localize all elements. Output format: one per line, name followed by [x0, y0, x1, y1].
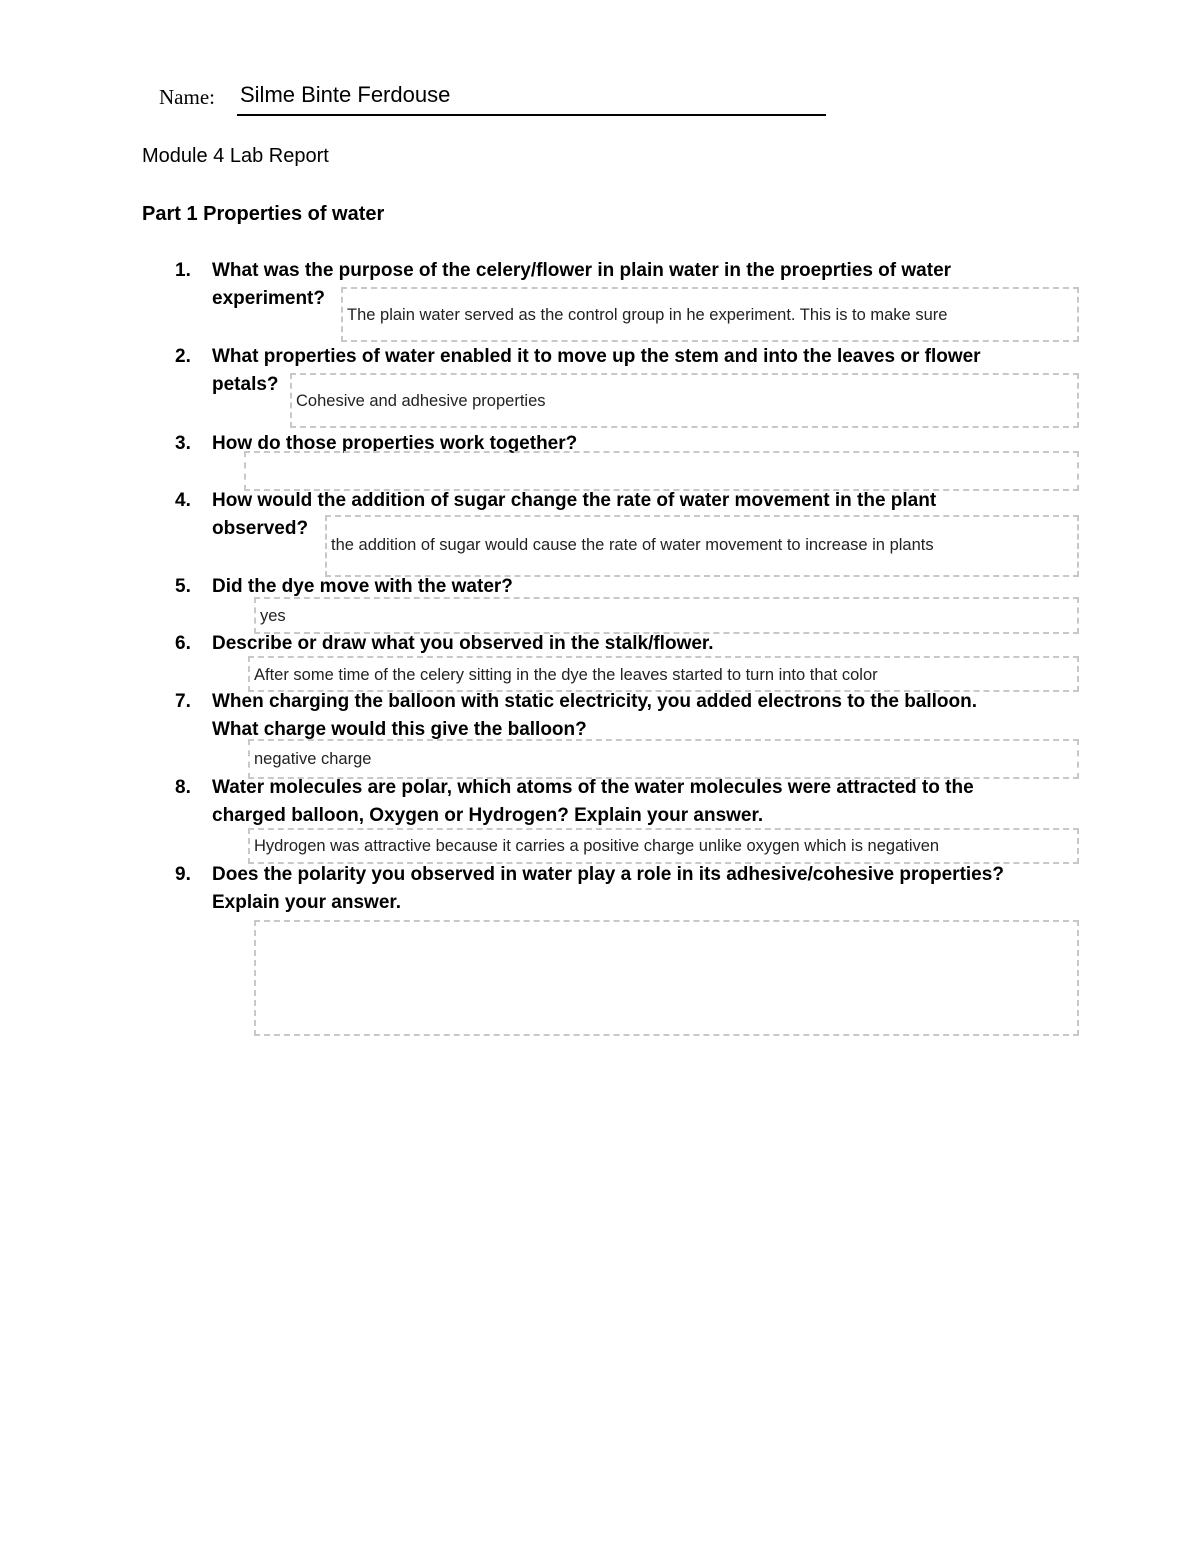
question-number: 4. — [175, 490, 191, 511]
question-number: 6. — [175, 633, 191, 654]
question-line: Did the dye move with the water? — [212, 576, 513, 597]
answer-box-9[interactable] — [254, 920, 1079, 1036]
question-line: What properties of water enabled it to move up the stem and into the leaves or flower — [212, 346, 981, 367]
answer-text: yes — [260, 607, 286, 625]
answer-box-6[interactable] — [248, 656, 1079, 692]
question-text — [212, 688, 1092, 744]
answer-text: Hydrogen was attractive because it carries a positive charge unlike oxygen which is negativen — [254, 837, 940, 855]
question-line: Water molecules are polar, which atoms of the water molecules were attracted to the — [212, 777, 974, 798]
question-number: 2. — [175, 346, 191, 367]
question-line: What charge would this give the balloon? — [212, 719, 587, 740]
question-line: Does the polarity you observed in water play a role in its adhesive/cohesive properties? — [212, 864, 1004, 885]
question-line: How would the addition of sugar change the rate of water movement in the plant — [212, 490, 937, 511]
question-number: 7. — [175, 691, 191, 712]
document-title: Module 4 Lab Report — [142, 145, 329, 167]
question-line: petals? — [212, 374, 279, 395]
answer-box-1[interactable] — [341, 287, 1079, 342]
question-number: 1. — [175, 260, 191, 281]
question-text — [212, 774, 1092, 830]
name-label: Name: — [159, 85, 215, 109]
question-text — [212, 630, 1092, 658]
question-line: Explain your answer. — [212, 892, 402, 913]
question-number: 9. — [175, 864, 191, 885]
question-number: 3. — [175, 433, 191, 454]
question-number: 8. — [175, 777, 191, 798]
answer-text: the addition of sugar would cause the rate of water movement to increase in plants — [331, 536, 934, 554]
answer-text: After some time of the celery sitting in the dye the leaves started to turn into that color — [254, 666, 878, 684]
answer-text: The plain water served as the control group in he experiment. This is to make sure — [347, 306, 948, 324]
answer-box-8[interactable] — [248, 828, 1079, 864]
answer-text: negative charge — [254, 750, 372, 768]
answer-box-4[interactable] — [325, 515, 1079, 577]
answer-box-7[interactable] — [248, 739, 1079, 779]
question-line: When charging the balloon with static electricity, you added electrons to the balloon. — [212, 691, 978, 712]
question-text — [212, 861, 1092, 917]
answer-box-3[interactable] — [244, 451, 1079, 491]
question-line: charged balloon, Oxygen or Hydrogen? Explain your answer. — [212, 805, 764, 826]
name-field[interactable]: Silme Binte Ferdouse — [240, 82, 451, 107]
question-line: experiment? — [212, 288, 325, 309]
section-heading: Part 1 Properties of water — [142, 203, 385, 225]
name-underline — [237, 114, 826, 116]
question-line: observed? — [212, 518, 309, 539]
answer-box-5[interactable] — [254, 597, 1079, 634]
question-line: Describe or draw what you observed in the stalk/flower. — [212, 633, 714, 654]
question-number: 5. — [175, 576, 191, 597]
answer-text: Cohesive and adhesive properties — [296, 392, 546, 410]
question-line: How do those properties work together? — [212, 433, 578, 454]
answer-box-2[interactable] — [290, 373, 1079, 428]
question-line: What was the purpose of the celery/flower in plain water in the proeprties of water — [212, 260, 952, 281]
